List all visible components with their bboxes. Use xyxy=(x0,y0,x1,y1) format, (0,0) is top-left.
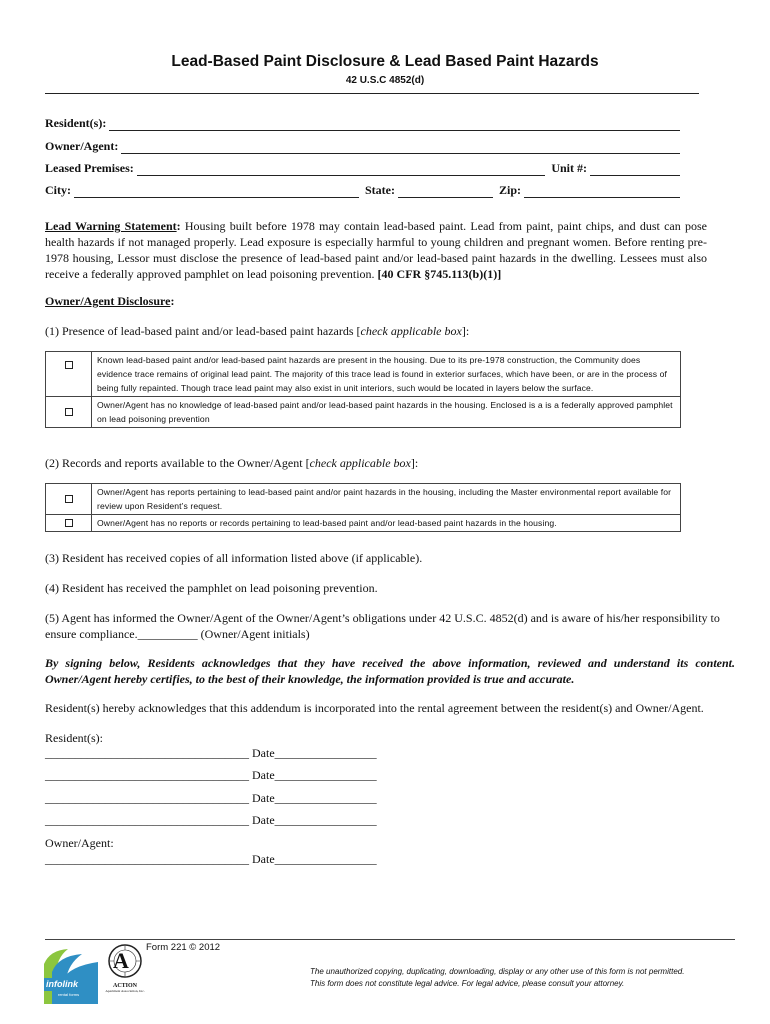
residents-input-line[interactable] xyxy=(109,118,680,131)
disclosure-item-4: (4) Resident has received the pamphlet on lead poisoning prevention. xyxy=(45,581,378,595)
item2-prefix: (2) Records and reports available to the Owner/Agent [ xyxy=(45,456,310,470)
records-none-checkbox[interactable] xyxy=(65,519,73,527)
records-none-text: Owner/Agent has no reports or records pertaining to lead-based paint and/or lead-based paint hazards in the housing. xyxy=(97,518,557,528)
presence-no-knowledge-text: Owner/Agent has no knowledge of lead-based paint and/or lead-based paint hazards in the housing. Enclosed is a is a federally approved pamphlet on lead poisoning prevention xyxy=(97,400,673,424)
owner-agent-field-row xyxy=(45,139,680,154)
disclosure-item-5: (5) Agent has informed the Owner/Agent of the Owner/Agent’s obligations under 42 U.S.C. 4852(d) and is aware of his/her responsibility to ensure compliance.__________ (Owner/Agent initials) xyxy=(45,611,720,641)
warning-citation: [40 CFR §745.113(b)(1)] xyxy=(377,267,502,281)
footer-notice-legal: This form does not constitute legal advice. For legal advice, please consult your attorney. xyxy=(310,979,625,988)
checkbox-cell xyxy=(46,484,92,514)
checkbox-cell xyxy=(46,397,92,427)
owner-signature-line[interactable]: __________________________________ Date_________________ xyxy=(45,852,377,866)
action-logo xyxy=(103,943,147,1001)
city-input-line[interactable] xyxy=(74,185,359,198)
resident-signature-line[interactable]: __________________________________ Date_________________ xyxy=(45,791,377,805)
infolink-logo xyxy=(42,946,100,1006)
records-options-box xyxy=(45,483,681,532)
lead-warning-statement xyxy=(45,218,707,282)
zip-input-line[interactable] xyxy=(524,185,680,198)
presence-options-box xyxy=(45,351,681,428)
disclosure-item-1 xyxy=(45,323,708,339)
item2-suffix: ]: xyxy=(410,456,419,470)
premises-field-row xyxy=(45,161,680,176)
infolink-logo-graphic xyxy=(42,946,100,1006)
disclosure-heading-colon: : xyxy=(170,294,175,308)
addendum-statement: Resident(s) hereby acknowledges that this addendum is incorporated into the rental agreement between the resident(s) and Owner/Agent. xyxy=(45,701,704,715)
zip-label: Zip: xyxy=(499,183,522,197)
unit-input-line[interactable] xyxy=(590,163,680,176)
action-logo-letter: A xyxy=(113,948,129,973)
checkbox-cell xyxy=(46,352,92,396)
owner-agent-label: Owner/Agent: xyxy=(45,139,119,153)
presence-known-checkbox[interactable] xyxy=(65,361,73,369)
item1-italic: check applicable box xyxy=(360,324,462,338)
disclosure-item-2 xyxy=(45,455,708,471)
resident-signature-line[interactable]: __________________________________ Date_________________ xyxy=(45,746,377,760)
action-logo-subtext: Apartment Association, Inc. xyxy=(105,989,145,993)
presence-option-row xyxy=(46,397,680,427)
disclosure-item-3: (3) Resident has received copies of all information listed above (if applicable). xyxy=(45,551,423,565)
state-label: State: xyxy=(365,183,395,197)
action-logo-name: ACTION xyxy=(112,983,137,989)
owner-agent-input-line[interactable] xyxy=(121,141,680,154)
form-number: Form 221 © 2012 xyxy=(146,942,221,953)
footer-divider xyxy=(45,939,735,940)
signature-residents-label: Resident(s): xyxy=(45,731,103,745)
warning-body: Housing built before 1978 may contain lead-based paint. Lead from paint, paint chips, and dust can pose health hazards if not managed properly. Lead exposure is especially harmful to young children and pregnant women. Before renting pre-1978 housing, Lessor must disclose the presence of lead-based paint and/or lead-based paint hazards in the dwelling. Lessees must also receive a federally approved pamphlet on lead poisoning prevention. xyxy=(45,219,707,281)
infolink-logo-text: infolink xyxy=(46,979,78,989)
warning-heading: Lead Warning Statement xyxy=(45,219,177,233)
leased-premises-input-line[interactable] xyxy=(137,163,546,176)
resident-signature-line[interactable]: __________________________________ Date_________________ xyxy=(45,768,377,782)
checkbox-cell xyxy=(46,515,92,531)
residents-label: Resident(s): xyxy=(45,116,107,130)
records-available-checkbox[interactable] xyxy=(65,495,73,503)
signature-owner-label: Owner/Agent: xyxy=(45,836,114,850)
infolink-logo-subtext: rental forms xyxy=(58,992,80,997)
certification-statement: By signing below, Residents acknowledges that they have received the above information, reviewed and understand its content. Owner/Agent hereby certifies, to the best of their knowledge, the information provided is true and accurate. xyxy=(45,656,735,686)
records-available-text: Owner/Agent has reports pertaining to lead-based paint and/or paint hazards in the housing, including the Master environmental report available for review upon Resident’s request. xyxy=(97,487,672,511)
footer-notice-copyright: The unauthorized copying, duplicating, downloading, display or any other use of this form is not permitted. xyxy=(310,967,685,976)
page-subtitle: 42 U.S.C 4852(d) xyxy=(345,75,425,86)
item1-suffix: ]: xyxy=(461,324,470,338)
city-field-row xyxy=(45,183,680,198)
records-option-row xyxy=(46,515,680,531)
city-label: City: xyxy=(45,183,71,197)
presence-no-knowledge-checkbox[interactable] xyxy=(65,408,73,416)
presence-known-text: Known lead-based paint and/or lead-based paint hazards are present in the housing. Due to its pre-1978 construction, the Community does evidence trace remains of original lead paint. The majority of this trace lead is found in exterior surfaces, which have been, or are in the process of being fully repainted. Though trace lead paint may also exist in unit interiors, such would be located in layers below the surface. xyxy=(97,355,668,393)
warning-heading-colon: : xyxy=(176,219,181,233)
title-divider xyxy=(45,93,699,94)
unit-label: Unit #: xyxy=(551,161,587,175)
residents-field-row xyxy=(45,116,680,131)
disclosure-heading: Owner/Agent Disclosure xyxy=(45,294,171,308)
records-option-row xyxy=(46,484,680,515)
item1-prefix: (1) Presence of lead-based paint and/or lead-based paint hazards [ xyxy=(45,324,361,338)
state-input-line[interactable] xyxy=(398,185,493,198)
leased-premises-label: Leased Premises: xyxy=(45,161,134,175)
presence-option-row xyxy=(46,352,680,397)
disclosure-heading-row xyxy=(45,293,708,309)
item2-italic: check applicable box xyxy=(309,456,411,470)
footer-notice xyxy=(310,966,750,990)
page-title: Lead-Based Paint Disclosure & Lead Based Paint Hazards xyxy=(171,53,599,70)
resident-signature-line[interactable]: __________________________________ Date_________________ xyxy=(45,813,377,827)
